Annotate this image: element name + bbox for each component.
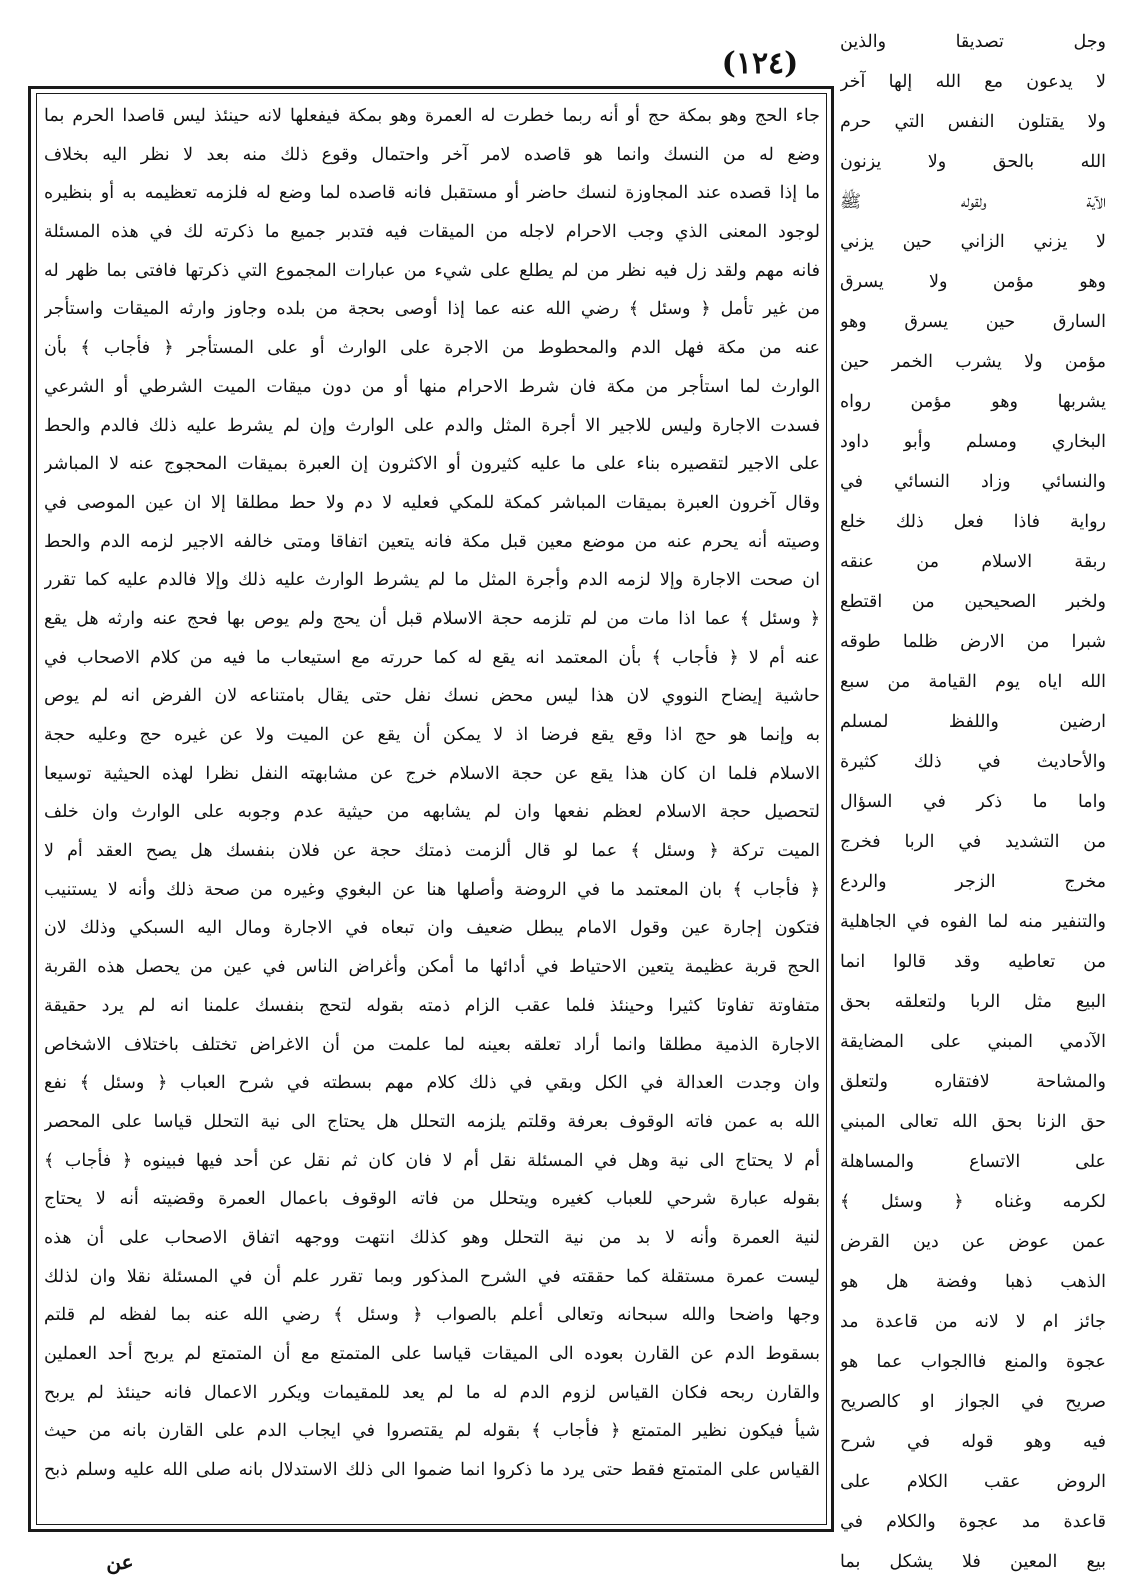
main-text-line: الوارث لما استأجر من مكة فان شرط الاحرام منها أو من دون ميقات الميت الشرطي أو الشرعي [44, 376, 820, 397]
main-text-line: ما إذا قصده عند المجاوزة لنسك حاضر أو مستقبل فانه قاصده لما وضع له فلزمه تعظيمه به أو بنظيره [44, 183, 820, 204]
main-text-line: فسدت الاجارة وليس للاجير الا أجرة المثل والدم على الوارث وإن لم يشرط عليه ذلك فالدم والحط [44, 415, 820, 436]
margin-text-line: بيع المعين فلا يشكل بما [840, 1552, 1106, 1572]
margin-text-line: على الاتساع والمساهلة [840, 1152, 1106, 1172]
main-text-line: أم لا يحتاج الى نية وهل في المسئلة نقل أم لا فان كان ثم نقل عن أحد فيها فبينوه ﴿ فأجاب ﴾ [44, 1150, 820, 1171]
page-number: (١٢٤) [721, 46, 799, 81]
main-text-body [44, 97, 820, 1523]
margin-text-line: ارضين واللفظ لمسلم [840, 712, 1106, 732]
margin-text-line: الذهب ذهبا وفضة هل هو [840, 1272, 1106, 1292]
main-text-line: على الاجير لتقصيره بناء على ما عليه كثيرون أو الاكثرون إن العبرة بميقات المحجوج عنه لا المباشر [44, 454, 820, 475]
main-text-line: الحج قربة عظيمة يتعين الاحتياط في أدائها ما أمكن وأغراض الناس في عين من يحصل هذه القربة [44, 957, 820, 978]
margin-text-line: والتنفير منه لما الفوه في الجاهلية [840, 912, 1106, 932]
catchword: عن [106, 1550, 134, 1574]
margin-text-line: ولخبر الصحيحين من اقتطع [840, 592, 1106, 612]
main-text-line: وقال آخرون العبرة بميقات المباشر كمكة للمكي فعليه لا دم ولا حط مطلقا إلا ان عين الموصى في [44, 492, 820, 513]
margin-text-line: ربقة الاسلام من عنقه [840, 552, 1106, 572]
margin-commentary [840, 22, 1106, 1572]
main-text-line: الاجارة الذمية مطلقا وانما أراد تعلقه بعينه لما علمت من أن الاغراض تختلف باختلاف الاشخاص [44, 1034, 820, 1055]
margin-text-line: الله اياه يوم القيامة من سبع [840, 672, 1106, 692]
main-text-line: وجها واضحا والله سبحانه وتعالى أعلم بالصواب ﴿ وسئل ﴾ رضي الله عنه بما لفظه لم قلتم [44, 1305, 820, 1326]
margin-text-line: قاعدة مد عجوة والكلام في [840, 1512, 1106, 1532]
main-text-line: عنه من مكة فهل الدم والمحطوط من الاجرة على الوارث أو على المستأجر ﴿ فأجاب ﴾ بأن [44, 338, 820, 359]
margin-text-line: عجوة والمنع فاالجواب عما هو [840, 1352, 1106, 1372]
margin-text-line: مؤمن ولا يشرب الخمر حين [840, 352, 1106, 372]
main-text-line: لنية العمرة وأنه لا بد من نية التحلل وهو كذلك انتهت ووجهه اتفاق الاصحاب على أن هذه [44, 1227, 820, 1248]
margin-text-line: واما ما ذكر في السؤال [840, 792, 1106, 812]
margin-text-line: وجل تصديقا والذين [840, 32, 1106, 52]
margin-text-line: البخاري ومسلم وأبو داود [840, 432, 1106, 452]
margin-text-line: السارق حين يسرق وهو [840, 312, 1106, 332]
main-text-line: وصيته أنه يحرم عنه من موضع معين قبل مكة فانه يتعين اتفاقا ومتى خالفه الاجير لزمه الدم والحط [44, 531, 820, 552]
margin-text-line: لا يزني الزاني حين يزني [840, 232, 1106, 252]
main-text-line: عنه أم لا ﴿ فأجاب ﴾ بأن المعتمد انه يقع له كما حررته مع استيعاب ما فيه من كلام الاصحاب في [44, 647, 820, 668]
main-text-line: حاشية إيضاح النووي لان هذا ليس محض نسك نفل حتى يقال بامتناعه لان الفرض انه لم يوص [44, 686, 820, 707]
main-text-line: وضع له من النسك وانما هو قاصده لامر آخر واحتمال وقوع ذلك منه بعد لا نظر اليه بخلاف [44, 144, 820, 165]
main-text-line: به وإنما هو حج اذا وقع يقع فرضا اذ لا يمكن أن يقع عن الميت ولا عن غيره حج وعليه حجة [44, 725, 820, 745]
margin-text-line: مخرج الزجر والردع [840, 872, 1106, 892]
main-text-line: متفاوتة تفاوتا كثيرا وحينئذ فلما عقب الزام ذمته بقوله لتحج بنفسك علمنا انه لم يرد حقيقة [44, 995, 820, 1016]
margin-text-line: شبرا من الارض ظلما طوقه [840, 632, 1106, 652]
margin-text-line: الله بالحق ولا يزنون [840, 152, 1106, 172]
main-text-line: الميت تركة ﴿ وسئل ﴾ عما لو قال ألزمت ذمتك حجة عن فلان بنفسك هل يصح العقد أم لا [44, 841, 820, 862]
main-text-line: بقوله عبارة شرحي للعباب كغيره ويتحلل من فاته الوقوف باعمال العمرة وقضيته أنه لا يحتاج [44, 1189, 820, 1210]
main-text-line: القياس على المتمتع فقط حتى يرد ما ذكروا انما ضموا الى ذلك الاستدلال بانه صلى الله عليه وسلم ذبح [44, 1460, 820, 1481]
margin-text-line: لكرمه وغناه ﴿ وسئل ﴾ [840, 1192, 1106, 1212]
margin-text-line: عمن عوض عن دين القرض [840, 1232, 1106, 1252]
margin-text-line: والمشاحة لافتقاره ولتعلق [840, 1072, 1106, 1092]
margin-text-line: صريح في الجواز او كالصريح [840, 1392, 1106, 1412]
main-text-line: لتحصيل حجة الاسلام لعظم نفعها وان لم يشابهه من حيثية عدم وجوبه على الوارث وان خلف [44, 802, 820, 823]
main-text-line: جاء الحج وهو بمكة حج أو أنه ربما خطرت له العمرة وهو بمكة فيفعلها لانه حينئذ ليس قاصدا الحرم بما [44, 106, 820, 126]
margin-text-line: الروض عقب الكلام على [840, 1472, 1106, 1492]
main-text-line: ﴿ فأجاب ﴾ بان المعتمد ما في الروضة وأصلها هنا عن البغوي وغيره من صحة ذلك وأنه لا يستنيب [44, 879, 820, 900]
main-text-line: ﴿ وسئل ﴾ عما اذا مات من لم تلزمه حجة الاسلام قبل أن يحج ولم يوص بها فحج عنه وارثه هل يقع [44, 608, 820, 629]
main-text-line: الاسلام فلما ان كان هذا يقع عن حجة الاسلام خرج عن مشابهته النفل نظرا لهذه الحيثية توسيعا [44, 763, 820, 784]
margin-text-line: حق الزنا بحق الله تعالى المبني [840, 1112, 1106, 1132]
margin-text-line: لا يدعون مع الله إلها آخر [840, 72, 1106, 92]
main-text-line: بسقوط الدم عن القارن بعوده الى الميقات قياسا على المتمتع مع أن المتمتع لم يربح أحد العملين [44, 1344, 820, 1364]
margin-text-line: ولا يقتلون النفس التي حرم [840, 112, 1106, 132]
margin-text-line: الآدمي المبني على المضايقة [840, 1032, 1106, 1052]
margin-text-line: يشربها وهو مؤمن رواه [840, 392, 1106, 412]
main-text-line: فتكون إجارة عين وقول الامام يبطل ضعيف وان تبعاه في الاجارة ومال اليه السبكي وذلك لان [44, 918, 820, 939]
main-text-line: فانه مهم ولقد زل فيه نظر من لم يطلع على شيء من عبارات المجموع التي ذكرتها فافتى بما ظهر له [44, 260, 820, 281]
main-text-line: الله به عمن فاته الوقوف بعرفة وقلتم يلزمه التحلل هل يحتاج الى نية التحلل قياسا على المحصر [44, 1111, 820, 1132]
main-text-line: ان صحت الاجارة وإلا لزمه الدم وأجرة المثل ما لم يشرط الوارث عليه ذلك وإلا فالدم عليه كما تقرر [44, 570, 820, 591]
margin-text-line: الآية ولقوله ﷺ [840, 192, 1106, 212]
main-text-line: من غير تأمل ﴿ وسئل ﴾ رضي الله عنه عما إذا أوصى بحجة من بلده وجاوز وارثه الميقات واستأجر [44, 299, 820, 320]
margin-text-line: من التشديد في الربا فخرج [840, 832, 1106, 852]
margin-text-line: فيه وهو قوله في شرح [840, 1432, 1106, 1452]
margin-text-line: والنسائي وزاد النسائي في [840, 472, 1106, 492]
main-text-line: ليست عمرة مستقلة كما حققته في الشرح المذكور وبما تقرر علم أن في المسئلة نقلا وان لذلك [44, 1266, 820, 1287]
margin-text-line: رواية فاذا فعل ذلك خلع [840, 512, 1106, 532]
margin-text-line: جائز ام لا لانه من قاعدة مد [840, 1312, 1106, 1332]
margin-text-line: وهو مؤمن ولا يسرق [840, 272, 1106, 292]
main-text-line: شيأ فيكون نظير المتمتع ﴿ فأجاب ﴾ بقوله لم يقتصروا في ايجاب الدم على القارن بانه من حيث [44, 1421, 820, 1442]
main-text-line: والقارن ربحه فكان القياس لزوم الدم له ما لم يعد للمقيمات ويكرر الاعمال فانه حينئذ لم يربح [44, 1382, 820, 1403]
main-text-line: لوجود المعنى الذي وجب الاحرام لاجله من الميقات فيه فتدبر جميع ما ذكرته لك في هذه المسئلة [44, 222, 820, 243]
margin-text-line: والأحاديث في ذلك كثيرة [840, 752, 1106, 772]
main-text-line: وان وجدت العدالة في الكل وبقي في ذلك كلام مهم بسطته في شرح العباب ﴿ وسئل ﴾ نفع [44, 1073, 820, 1094]
margin-text-line: البيع مثل الربا ولتعلقه بحق [840, 992, 1106, 1012]
margin-text-line: من تعاطيه وقد قالوا انما [840, 952, 1106, 972]
